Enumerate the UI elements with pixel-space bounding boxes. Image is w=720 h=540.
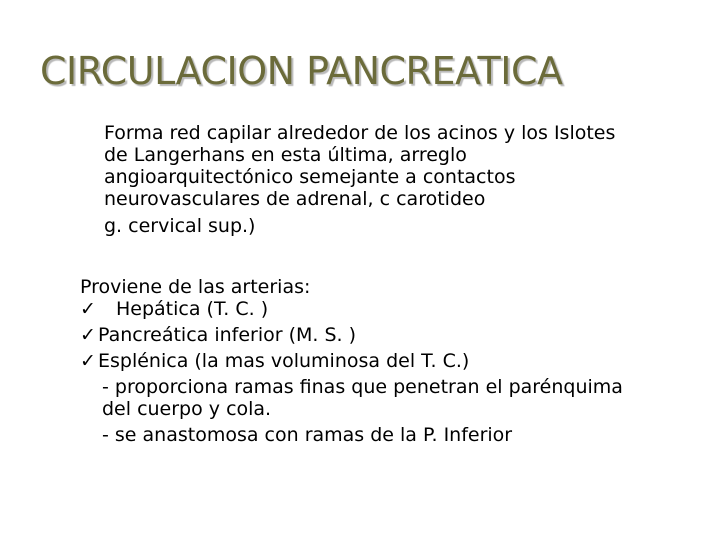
checkmark-icon: ✓ xyxy=(80,324,96,346)
arteries-section xyxy=(80,276,710,446)
artery-label: Pancreática inferior (M. S. ) xyxy=(98,324,357,346)
splenic-note: del cuerpo y cola. xyxy=(102,398,272,420)
arteries-heading: Proviene de las arterias: xyxy=(80,276,311,298)
checkmark-icon: ✓ xyxy=(80,350,96,372)
checkmark-icon: ✓ xyxy=(80,298,96,320)
splenic-note: - se anastomosa con ramas de la P. Inferior xyxy=(102,424,513,446)
intro-paragraph xyxy=(104,122,704,237)
artery-label: Hepática (T. C. ) xyxy=(116,298,269,320)
artery-item-esplenica xyxy=(80,350,710,372)
splenic-note: - proporciona ramas finas que penetran el parénquima xyxy=(102,376,623,398)
intro-line: de Langerhans en esta última, arreglo xyxy=(104,144,467,166)
slide-title: CIRCULACION PANCREATICA xyxy=(40,49,563,93)
intro-line: Forma red capilar alrededor de los acinos y los Islotes xyxy=(104,122,616,144)
intro-line: neurovasculares de adrenal, c carotideo xyxy=(104,188,486,210)
intro-line: angioarquitectónico semejante a contactos xyxy=(104,166,516,188)
intro-line: g. cervical sup.) xyxy=(104,215,256,237)
artery-item-pancreatica-inferior xyxy=(80,324,710,346)
artery-label: Esplénica (la mas voluminosa del T. C.) xyxy=(98,350,470,372)
artery-item-hepatica xyxy=(80,298,710,320)
